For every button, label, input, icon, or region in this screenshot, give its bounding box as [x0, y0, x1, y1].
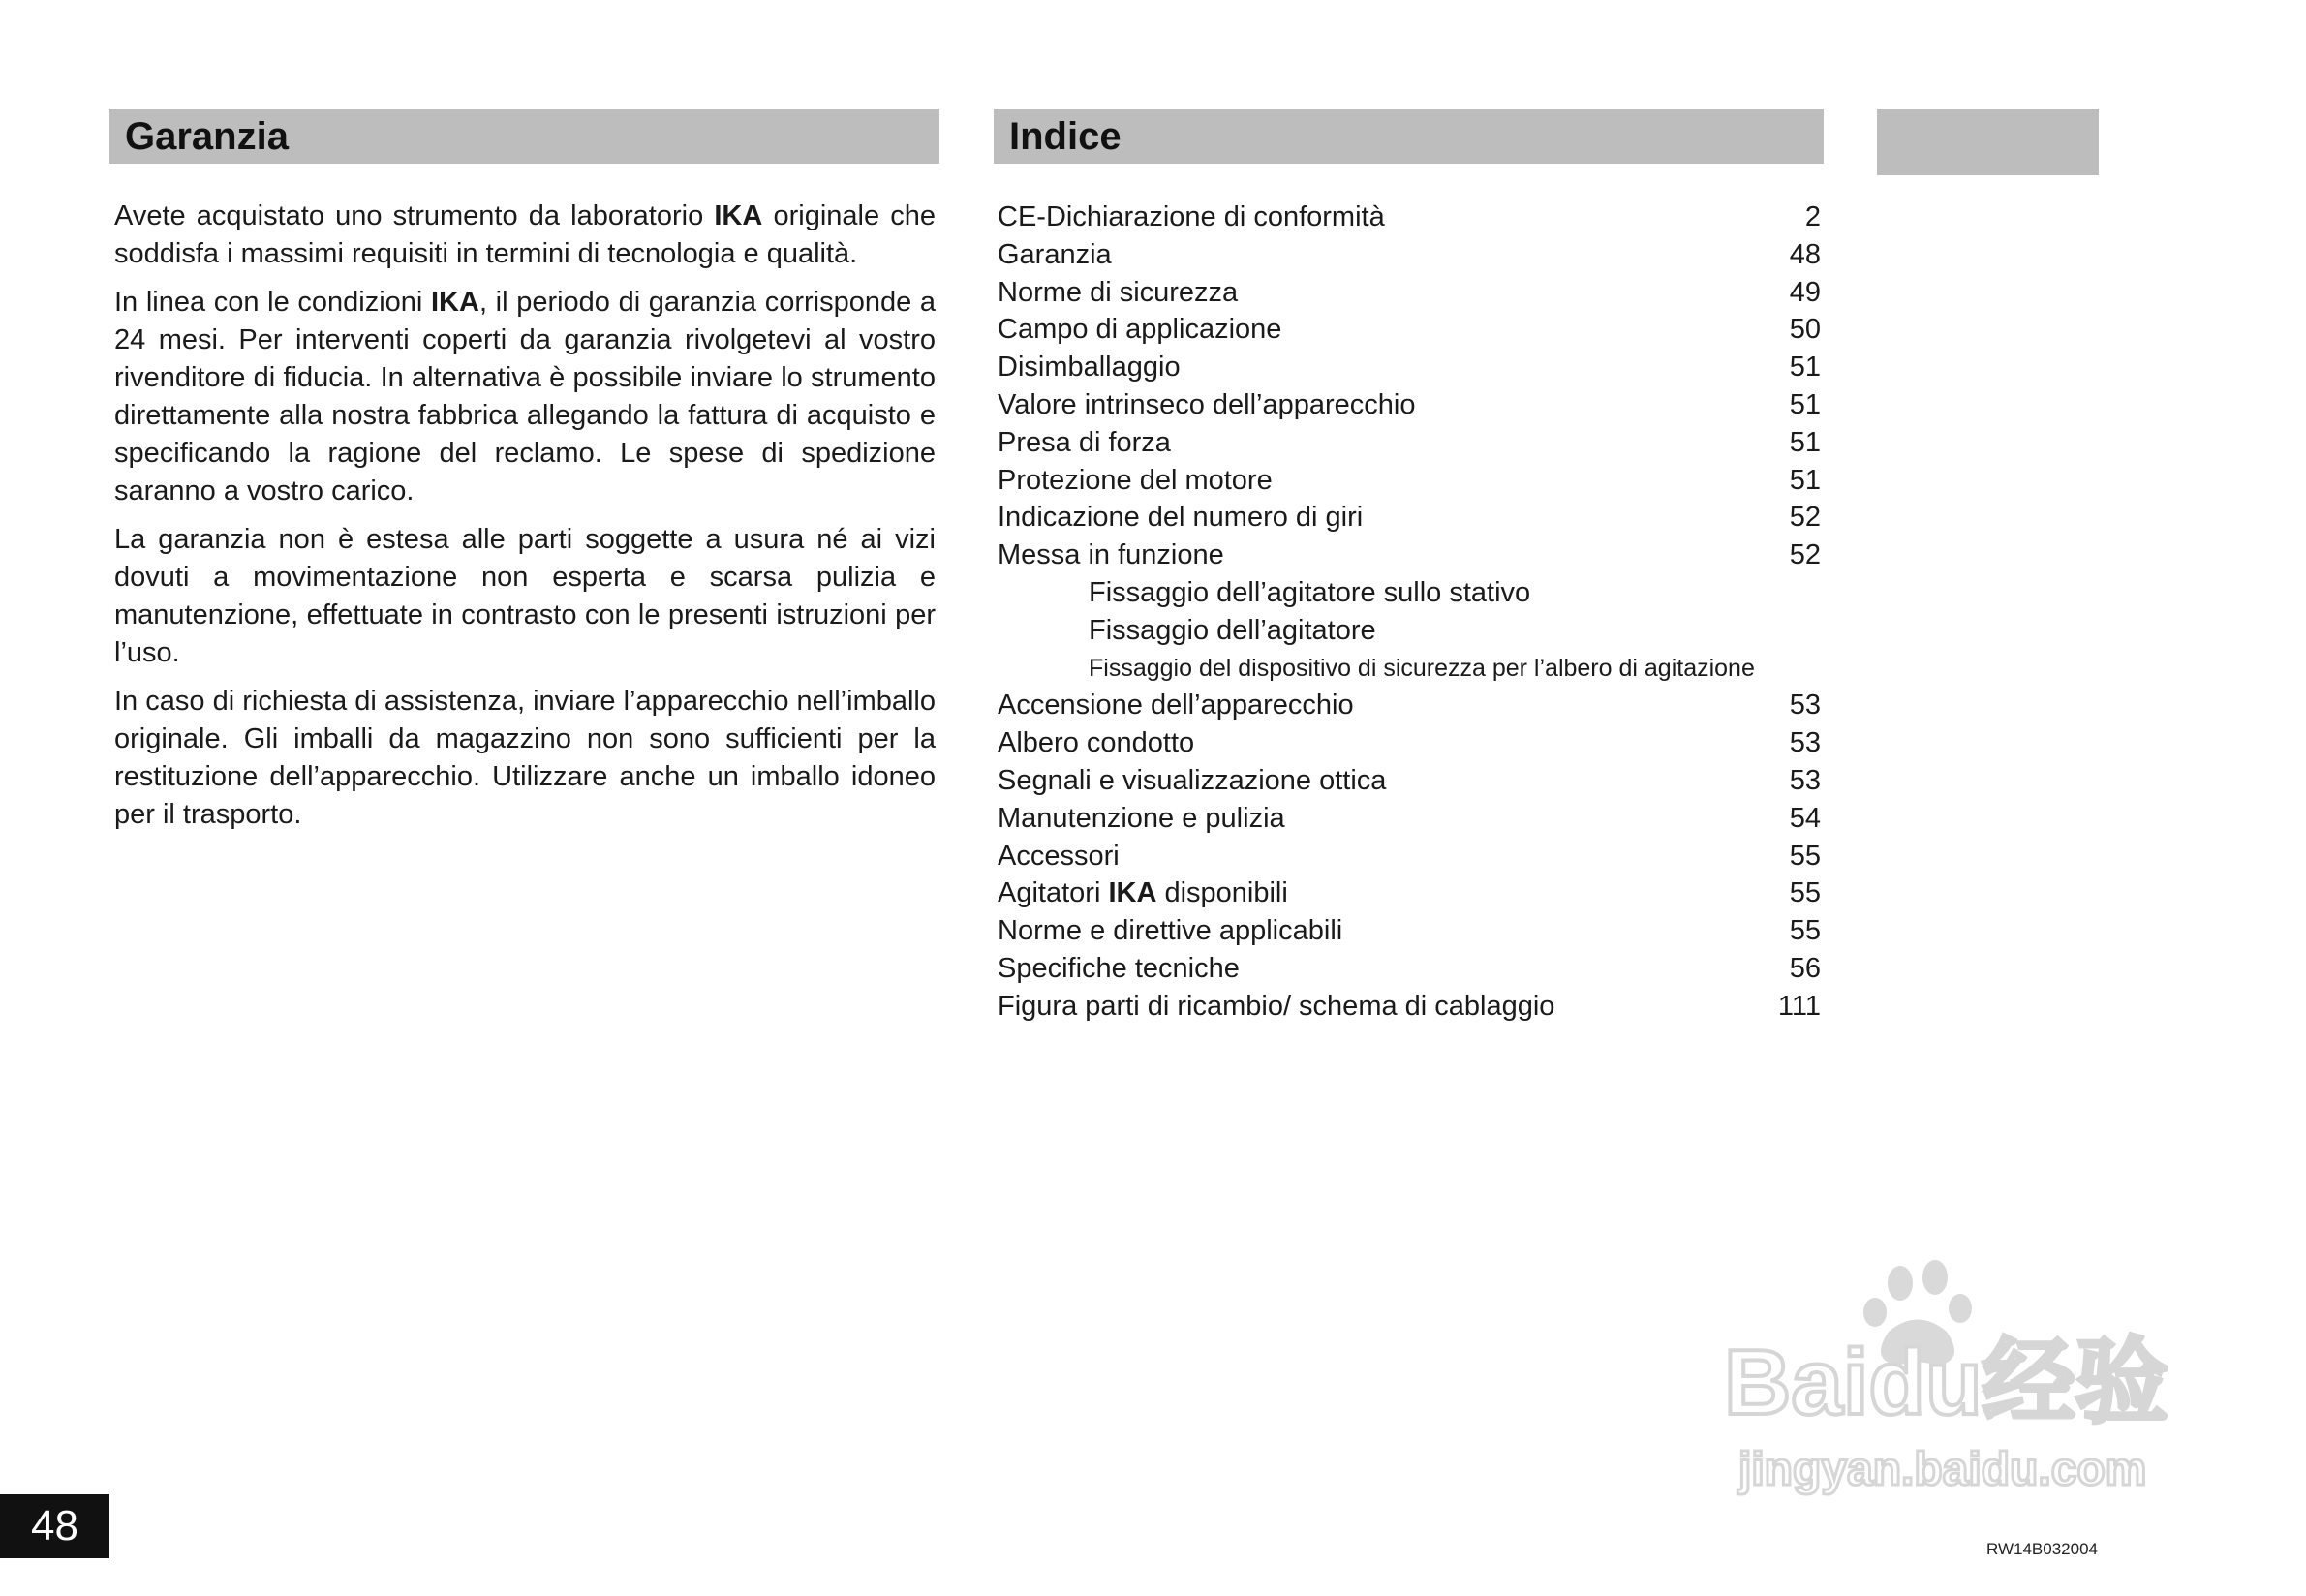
toc-entry: Albero condotto 53 [998, 727, 1821, 759]
toc-entry: Accensione dell’apparecchio 53 [998, 690, 1821, 721]
section-header-indice: Indice [994, 109, 1824, 164]
garanzia-paragraph-1: Avete acquistato uno strumento da laboratorio IKA originale che soddisfa i massimi requisiti in termini di tecnologia e qualità. [114, 200, 936, 269]
toc-entry: Valore intrinseco dell’apparecchio 51 [998, 388, 1821, 420]
toc-entry: Garanzia 48 [998, 238, 1821, 270]
brand-ika: IKA [1108, 877, 1157, 909]
toc-entry: Campo di applicazione 50 [998, 314, 1821, 346]
garanzia-paragraph-3: La garanzia non è estesa alle parti soggette a usura né ai vizi dovuti a movimentazione non esperta e scarsa pulizia e manutenzione, effettuate in contrasto con le presenti istruzioni per l’uso. [114, 524, 936, 668]
page-number: 48 [0, 1494, 109, 1558]
garanzia-paragraph-4: In caso di richiesta di assistenza, inviare l’apparecchio nell’imballo originale. Gli imballi da magazzino non sono sufficienti per la restituzione dell’apparecchio. Utilizzare anche un imballo idoneo per il trasporto. [114, 686, 936, 830]
toc-entry: Specifiche tecniche 56 [998, 952, 1821, 984]
toc-entry: Norme e direttive applicabili 55 [998, 915, 1821, 947]
toc-entry: Presa di forza 51 [998, 426, 1821, 458]
toc-entry: Indicazione del numero di giri 52 [998, 502, 1821, 534]
toc-entry: CE-Dichiarazione di conformità 2 [998, 201, 1821, 232]
toc-entry: Disimballaggio 51 [998, 352, 1821, 384]
toc-entry: Messa in funzione 52 [998, 539, 1821, 571]
brand-ika: IKA [714, 200, 763, 231]
table-of-contents [998, 199, 1821, 1026]
watermark-url: jingyan.baidu.com [1738, 1444, 2147, 1495]
toc-subentry: Fissaggio dell’agitatore [1089, 614, 1376, 646]
section-header-garanzia: Garanzia [109, 109, 939, 164]
garanzia-paragraph-2: In linea con le condizioni IKA, il periodo di garanzia corrisponde a 24 mesi. Per interventi coperti da garanzia rivolgetevi al vostro rivenditore di fiducia. In alternativa è possibile inviare lo strumento direttamente alla nostra fabbrica allegando la fattura di acquisto e specificando la ragione del reclamo. Le spese di spedizione saranno a vostro carico. [114, 287, 936, 506]
section-header-blank [1877, 109, 2099, 175]
toc-subentry: Fissaggio del dispositivo di sicurezza per l’albero di agitazione [1089, 654, 1755, 682]
watermark-brand: Baidu经验 [1724, 1331, 2168, 1434]
toc-entry: Accessori 55 [998, 840, 1821, 872]
toc-entry: Manutenzione e pulizia 54 [998, 802, 1821, 834]
toc-entry: Norme di sicurezza 49 [998, 276, 1821, 308]
garanzia-text [114, 198, 936, 844]
toc-entry: Agitatori IKA disponibili 55 [998, 877, 1821, 909]
toc-entry: Protezione del motore 51 [998, 464, 1821, 496]
document-code: RW14B032004 [1986, 1540, 2098, 1558]
brand-ika: IKA [431, 287, 479, 318]
baidu-watermark-logo [1646, 1254, 2189, 1516]
toc-entry: Segnali e visualizzazione ottica 53 [998, 764, 1821, 796]
toc-subentry: Fissaggio dell’agitatore sullo stativo [1089, 576, 1531, 608]
toc-entry: Figura parti di ricambio/ schema di cablaggio 111 [998, 990, 1821, 1022]
